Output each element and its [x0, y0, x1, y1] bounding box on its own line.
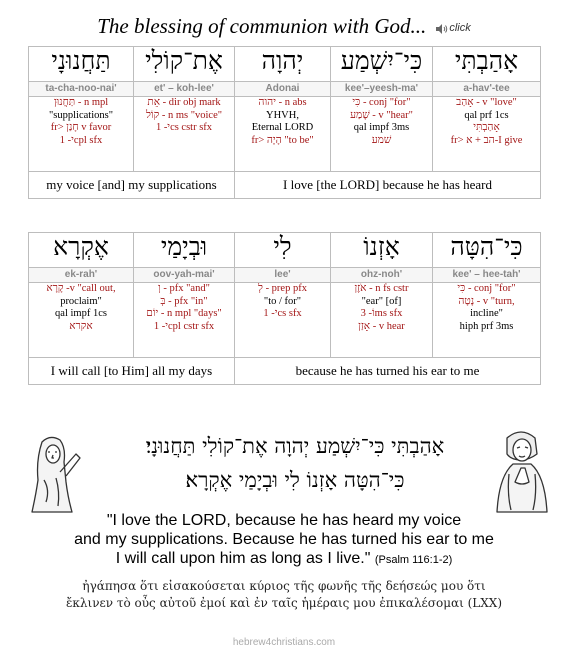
gloss-cell [331, 283, 433, 358]
gloss-line: קוֹל - n ms "voice" [145, 109, 223, 121]
phrase-translation: I love [the LORD] because he has heard [235, 172, 541, 199]
gloss-cell [235, 283, 331, 358]
hebrew-word: אָהַבְתִּי [433, 47, 541, 82]
gloss-line: כִּי - conj "for" [457, 283, 516, 294]
hebrew-word: כִּי־יִשְׁמַע [331, 47, 433, 82]
septuagint-text [0, 578, 568, 612]
gloss-line: יוֹם - n mpl "days" [146, 308, 222, 319]
page-title: The blessing of communion with God... [97, 14, 427, 38]
transliteration: kee'–yeesh-ma' [331, 82, 433, 97]
gloss-line: שָׁמַע - v "hear" [350, 109, 413, 121]
gloss-line: incline" [470, 308, 503, 319]
transliteration: a-hav'-tee [433, 82, 541, 97]
english-line: "I love the LORD, because he has heard my voice [106, 512, 462, 529]
hebrew-word: תַּחֲנוּנָי [29, 47, 134, 82]
gloss-cell [433, 97, 541, 172]
hebrew-word: אֶקְרָא [29, 233, 134, 268]
gloss-cell [29, 97, 134, 172]
transliteration: et' – koh-lee' [134, 82, 235, 97]
gloss-line: qal prf 1cs [464, 109, 509, 121]
transliteration: ohz-noh' [331, 268, 433, 283]
speaker-icon [435, 23, 449, 35]
gloss-line: לְ - prep pfx [258, 283, 307, 294]
phrase-translation: I will call [to Him] all my days [29, 358, 235, 385]
gloss-line: י- 1cpl cstr sfx [153, 320, 215, 332]
gloss-line: כִּי - conj "for" [352, 97, 411, 108]
transliteration: ta-cha-noo-nai' [29, 82, 134, 97]
gloss-cell [29, 283, 134, 358]
verse-citation: (Psalm 116:1-2) [374, 554, 453, 566]
gloss-line: proclaim" [60, 295, 102, 307]
gloss-line: "to / for" [263, 295, 302, 307]
english-line: I will call upon him as long as I live." [115, 550, 371, 567]
gloss-line: קָרָא -v "call out, [46, 283, 116, 294]
phrase-translation: my voice [and] my supplications [29, 172, 235, 199]
word-grid-verse-2 [28, 232, 541, 385]
hebrew-word: יְהוָה [235, 47, 331, 82]
gloss-cell [134, 283, 235, 358]
hebrew-word: אָזְנוֹ [331, 233, 433, 268]
praying-woman-illustration [20, 432, 90, 514]
gloss-line: fr> הב + א-I give [450, 134, 523, 146]
gloss-line: וֹ- 3ms sfx [360, 308, 403, 319]
gloss-line: YHVH, [266, 109, 299, 121]
gloss-line: יהוה - n abs [258, 97, 307, 108]
hebrew-word: וּבְיָמַי [134, 233, 235, 268]
gloss-line: אָהַב - v "love" [456, 97, 517, 108]
gloss-cell [331, 97, 433, 172]
site-credit[interactable]: hebrew4christians.com [232, 637, 336, 648]
gloss-line: "ear" [of] [361, 295, 402, 307]
gloss-line: אֵת - dir obj mark [147, 97, 221, 108]
english-line-last [0, 549, 568, 570]
gloss-line: בְּ - pfx "in" [160, 295, 208, 307]
transliteration: lee' [235, 268, 331, 283]
audio-label: click [449, 22, 471, 35]
gloss-line: י- 1cpl sfx [59, 134, 103, 146]
title-row [0, 14, 568, 39]
praying-man-illustration [485, 424, 559, 514]
transliteration: ek-rah' [29, 268, 134, 283]
gloss-cell [433, 283, 541, 358]
phrase-translation: because he has turned his ear to me [235, 358, 541, 385]
hebrew-word: כִּי־הִטָּה [433, 233, 541, 268]
gloss-line: י- 1cs sfx [263, 308, 302, 319]
gloss-line: qal impf 3ms [353, 122, 410, 133]
gloss-line: אָהַבְתִּי [473, 122, 500, 133]
gloss-line: וְ - pfx "and" [158, 283, 210, 294]
gloss-line: נָטָה - v "turn, [458, 295, 515, 307]
gloss-line: י- 1cs cstr sfx [155, 122, 213, 133]
gloss-line: תַּחֲנוּן - n mpl [53, 97, 109, 108]
transliteration: Adonai [235, 82, 331, 97]
hebrew-verse-line-1: אָהַבְתִּי כִּי־יִשְׁמַע יְהוָה אֶת־קוֹלִי תַּחֲנוּנָי׃ [145, 434, 445, 458]
gloss-line: שׁמע [371, 134, 392, 146]
gloss-line: fr> חָנַן v favor [50, 122, 112, 133]
gloss-line: fr> הָיָה "to be" [251, 134, 314, 146]
hebrew-word: אֶת־קוֹלִי [134, 47, 235, 82]
gloss-cell [235, 97, 331, 172]
hebrew-verse-line-2: כִּי־הִטָּה אָזְנוֹ לִי וּבְיָמַי אֶקְרָא׃ [185, 468, 405, 492]
english-line: and my supplications. Because he has turned his ear to me [74, 531, 494, 548]
word-grid-verse-1 [28, 46, 541, 199]
english-translation [0, 511, 568, 570]
greek-line: ἠγάπησα ὅτι εἰσακούσεται κύριος τῆς φωνῆς τῆς δεήσεώς μου ὅτι [82, 579, 486, 593]
gloss-line: אקרא [69, 320, 93, 332]
gloss-line: "supplications" [49, 109, 113, 121]
gloss-line: qal impf 1cs [55, 308, 107, 319]
transliteration: kee' – hee-tah' [433, 268, 541, 283]
audio-link[interactable] [435, 22, 470, 34]
gloss-cell [134, 97, 235, 172]
transliteration: oov-yah-mai' [134, 268, 235, 283]
gloss-line: Eternal LORD [251, 122, 314, 133]
gloss-line: אֹזֶן - n fs cstr [354, 283, 409, 294]
greek-line: ἔκλινεν τὸ οὖς αὐτοῦ ἐμοί καὶ ἐν ταῖς ἡμέραις μου ἐπικαλέσομαι (LXX) [65, 596, 503, 610]
gloss-line: אָזַן - v hear [358, 320, 405, 332]
hebrew-word: לִי [235, 233, 331, 268]
gloss-line: hiph prf 3ms [459, 320, 514, 332]
